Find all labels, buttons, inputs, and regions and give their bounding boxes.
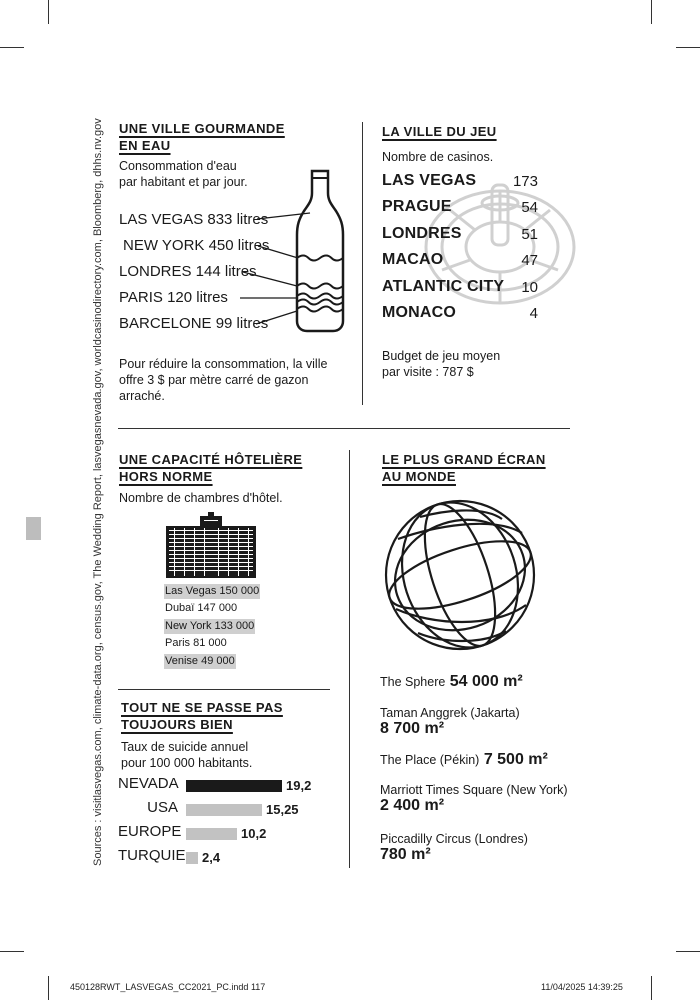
- water-subtitle: Consommation d'eau par habitant et par jour.: [119, 159, 248, 189]
- crop-mark: [651, 0, 652, 24]
- casino-row-name: ATLANTIC CITY: [382, 278, 505, 295]
- water-title: UNE VILLE GOURMANDE EN EAU: [119, 121, 285, 153]
- water-item-londres: LONDRES 144 litres: [119, 263, 257, 280]
- casino-row-value: 54: [521, 199, 538, 216]
- bar-value-label: 2,4: [202, 850, 221, 865]
- bar-value-label: 10,2: [241, 826, 267, 841]
- crop-mark: [676, 47, 700, 48]
- screen-item-sphere: [380, 673, 523, 691]
- screen-item-area: 8 700 m²: [380, 720, 445, 737]
- footer-file: 450128RWT_LASVEGAS_CC2021_PC.indd 117: [70, 982, 266, 992]
- hotel-row: Paris 81 000: [165, 637, 227, 649]
- bar-category-label: EUROPE: [118, 823, 182, 840]
- gambling-budget: Budget de jeu moyen par visite : 787 $: [382, 349, 501, 379]
- screen-item-the-place: [380, 751, 548, 769]
- screen-item-piccadilly: [380, 832, 528, 864]
- casino-row-name: LONDRES: [382, 225, 462, 242]
- hotel-building-illustration: [164, 512, 258, 578]
- casino-row-value: 10: [521, 279, 538, 296]
- casino-row-value: 4: [529, 305, 538, 322]
- hotel-row: New York 133 000: [165, 620, 255, 632]
- suicide-bar-chart: [118, 776, 338, 872]
- casino-row-value: 47: [521, 252, 538, 269]
- screen-item-name: Marriott Times Square (New York): [380, 783, 568, 797]
- screen-item-area: 780 m²: [380, 846, 431, 863]
- screen-item-name: The Place (Pékin): [380, 753, 480, 767]
- bar-value-label: 15,25: [266, 802, 299, 817]
- bar-mark: [186, 852, 198, 864]
- water-item-barcelone: BARCELONE 99 litres: [119, 315, 269, 332]
- hotel-row: Venise 49 000: [165, 655, 235, 667]
- divider-horizontal: [118, 428, 570, 429]
- bar-mark: [186, 780, 282, 792]
- bar-category-label: USA: [147, 799, 178, 816]
- screen-item-area: 2 400 m²: [380, 797, 445, 814]
- screen-item-name: Piccadilly Circus (Londres): [380, 832, 528, 846]
- casino-row-name: PRAGUE: [382, 198, 452, 215]
- screen-item-taman-anggrek: [380, 706, 520, 738]
- divider-suicide-top: [118, 689, 330, 690]
- water-note: Pour réduire la consommation, la ville offre 3 $ par mètre carré de gazon arraché.: [119, 357, 328, 403]
- bar-category-label: NEVADA: [118, 775, 179, 792]
- divider-vertical-bottom: [349, 450, 350, 868]
- crop-mark: [0, 47, 24, 48]
- screen-item-marriott: [380, 783, 568, 815]
- screen-item-name: Taman Anggrek (Jakarta): [380, 706, 520, 720]
- screen-item-name: The Sphere: [380, 675, 446, 689]
- screen-item-area: 54 000 m²: [449, 673, 523, 690]
- suicide-title: TOUT NE SE PASSE PAS TOUJOURS BIEN: [121, 700, 283, 732]
- screen-title: LE PLUS GRAND ÉCRAN AU MONDE: [382, 452, 546, 484]
- bar-value-label: 19,2: [286, 778, 312, 793]
- hotel-row: Dubaï 147 000: [165, 602, 238, 614]
- bar-mark: [186, 804, 262, 816]
- hotel-subtitle: Nombre de chambres d'hôtel.: [119, 491, 283, 505]
- chapter-tab-marker: [26, 517, 41, 540]
- hotel-row: Las Vegas 150 000: [165, 585, 260, 597]
- sources-text: Sources : visitlasvegas.com, climate-data.org, census.gov, The Wedding Report, lasvegasnevada.gov, worldcasinodirectory.com, Bloomberg, dhhs.nv.gov: [92, 118, 104, 866]
- casino-row-name: MONACO: [382, 304, 457, 321]
- water-item-paris: PARIS 120 litres: [119, 289, 228, 306]
- crop-mark: [676, 951, 700, 952]
- gambling-subtitle: Nombre de casinos.: [382, 150, 494, 164]
- hotel-title: UNE CAPACITÉ HÔTELIÈRE HORS NORME: [119, 452, 303, 484]
- gambling-title: LA VILLE DU JEU: [382, 124, 497, 139]
- water-item-las-vegas: LAS VEGAS 833 litres: [119, 211, 269, 228]
- crop-mark: [651, 976, 652, 1000]
- crop-mark: [0, 951, 24, 952]
- bar-mark: [186, 828, 237, 840]
- water-bottle-illustration: [240, 165, 350, 340]
- bar-category-label: TURQUIE: [118, 847, 186, 864]
- divider-vertical-top: [362, 122, 363, 405]
- crop-mark: [48, 976, 49, 1000]
- casino-row-value: 51: [521, 226, 538, 243]
- crop-mark: [48, 0, 49, 24]
- casino-row-name: LAS VEGAS: [382, 172, 477, 189]
- suicide-subtitle: Taux de suicide annuel pour 100 000 habitants.: [121, 740, 253, 770]
- casino-row-name: MACAO: [382, 251, 444, 268]
- water-item-new-york: NEW YORK 450 litres: [123, 237, 270, 254]
- casino-row-value: 173: [512, 173, 538, 190]
- footer-date: 11/04/2025 14:39:25: [541, 982, 623, 992]
- globe-sphere-illustration: [382, 497, 538, 653]
- screen-item-area: 7 500 m²: [483, 751, 548, 768]
